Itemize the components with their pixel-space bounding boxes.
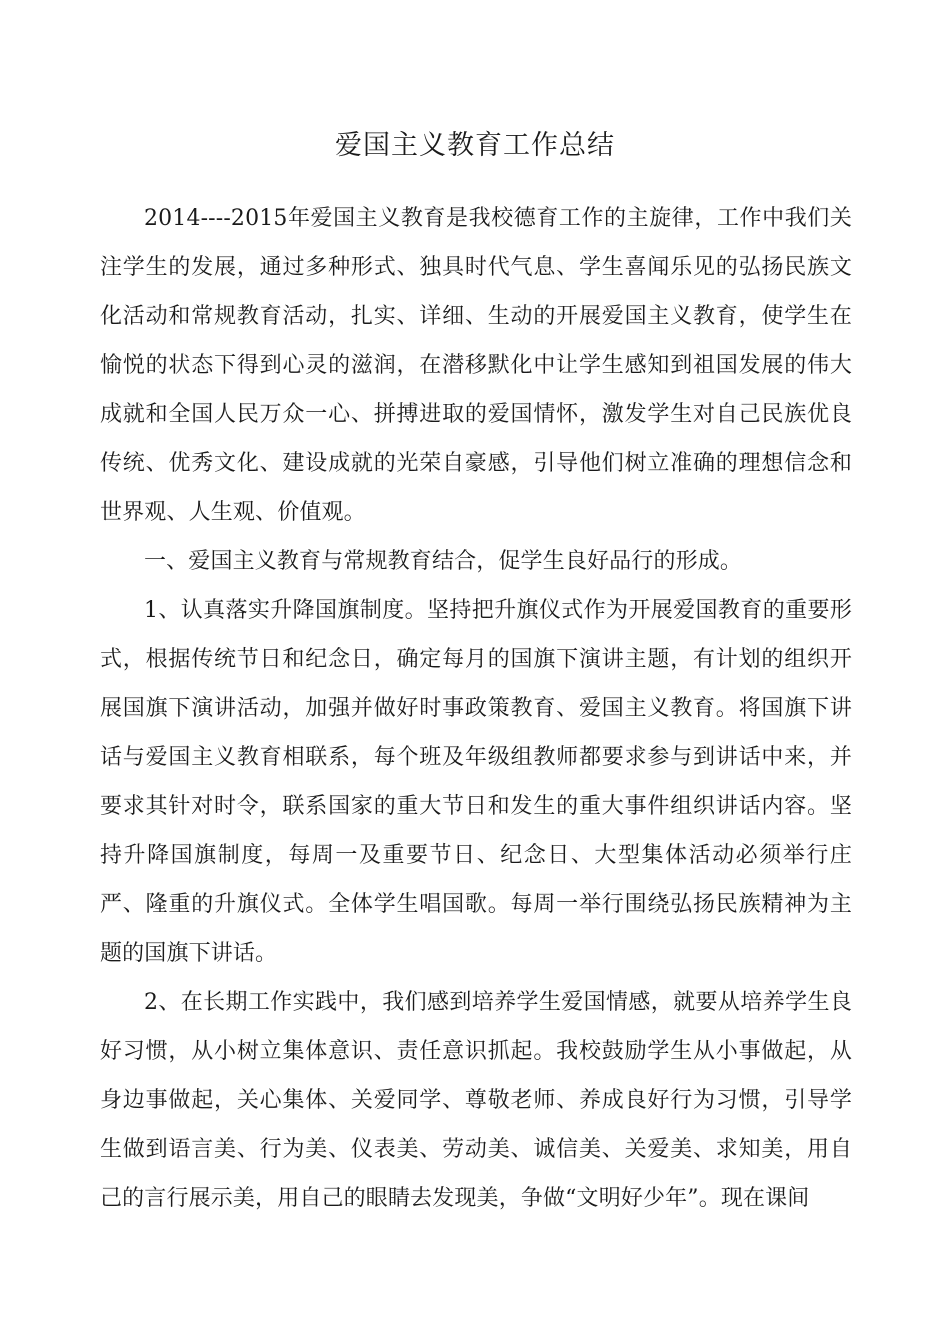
paragraph-intro: 2014----2015年爱国主义教育是我校德育工作的主旋律，工作中我们关注学生的发展，通过多种形式、独具时代气息、学生喜闻乐见的弘扬民族文化活动和常规教育活动，扎实、详细、生动的开展爱国主义教育，使学生在愉悦的状态下得到心灵的滋润，在潜移默化中让学生感知到祖国发展的伟大成就和全国人民万众一心、拼搏进取的爱国情怀，激发学生对自己民族优良传统、优秀文化、建设成就的光荣自豪感，引导他们树立准确的理想信念和世界观、人生观、价值观。: [100, 206, 852, 525]
paragraph-item-1: 1、认真落实升降国旗制度。坚持把升旗仪式作为开展爱国教育的重要形式，根据传统节日和纪念日，确定每月的国旗下演讲主题，有计划的组织开展国旗下演讲活动，加强并做好时事政策教育、爱国主义教育。将国旗下讲话与爱国主义教育相联系，每个班及年级组教师都要求参与到讲话中来，并要求其针对时令，联系国家的重大节日和发生的重大事件组织讲话内容。坚持升降国旗制度，每周一及重要节日、纪念日、大型集体活动必须举行庄严、隆重的升旗仪式。全体学生唱国歌。每周一举行围绕弘扬民族精神为主题的国旗下讲话。: [100, 598, 852, 966]
document-title: 爱国主义教育工作总结: [335, 130, 615, 161]
document-body: [100, 194, 852, 1223]
paragraph-item-2: 2、在长期工作实践中，我们感到培养学生爱国情感，就要从培养学生良好习惯，从小树立集体意识、责任意识抓起。我校鼓励学生从小事做起，从身边事做起，关心集体、关爱同学、尊敬老师、养成良好行为习惯，引导学生做到语言美、行为美、仪表美、劳动美、诚信美、关爱美、求知美，用自己的言行展示美，用自己的眼睛去发现美，争做“文明好少年”。现在课间: [100, 990, 852, 1211]
paragraph-section-1-heading: 一、爱国主义教育与常规教育结合，促学生良好品行的形成。: [144, 549, 743, 574]
